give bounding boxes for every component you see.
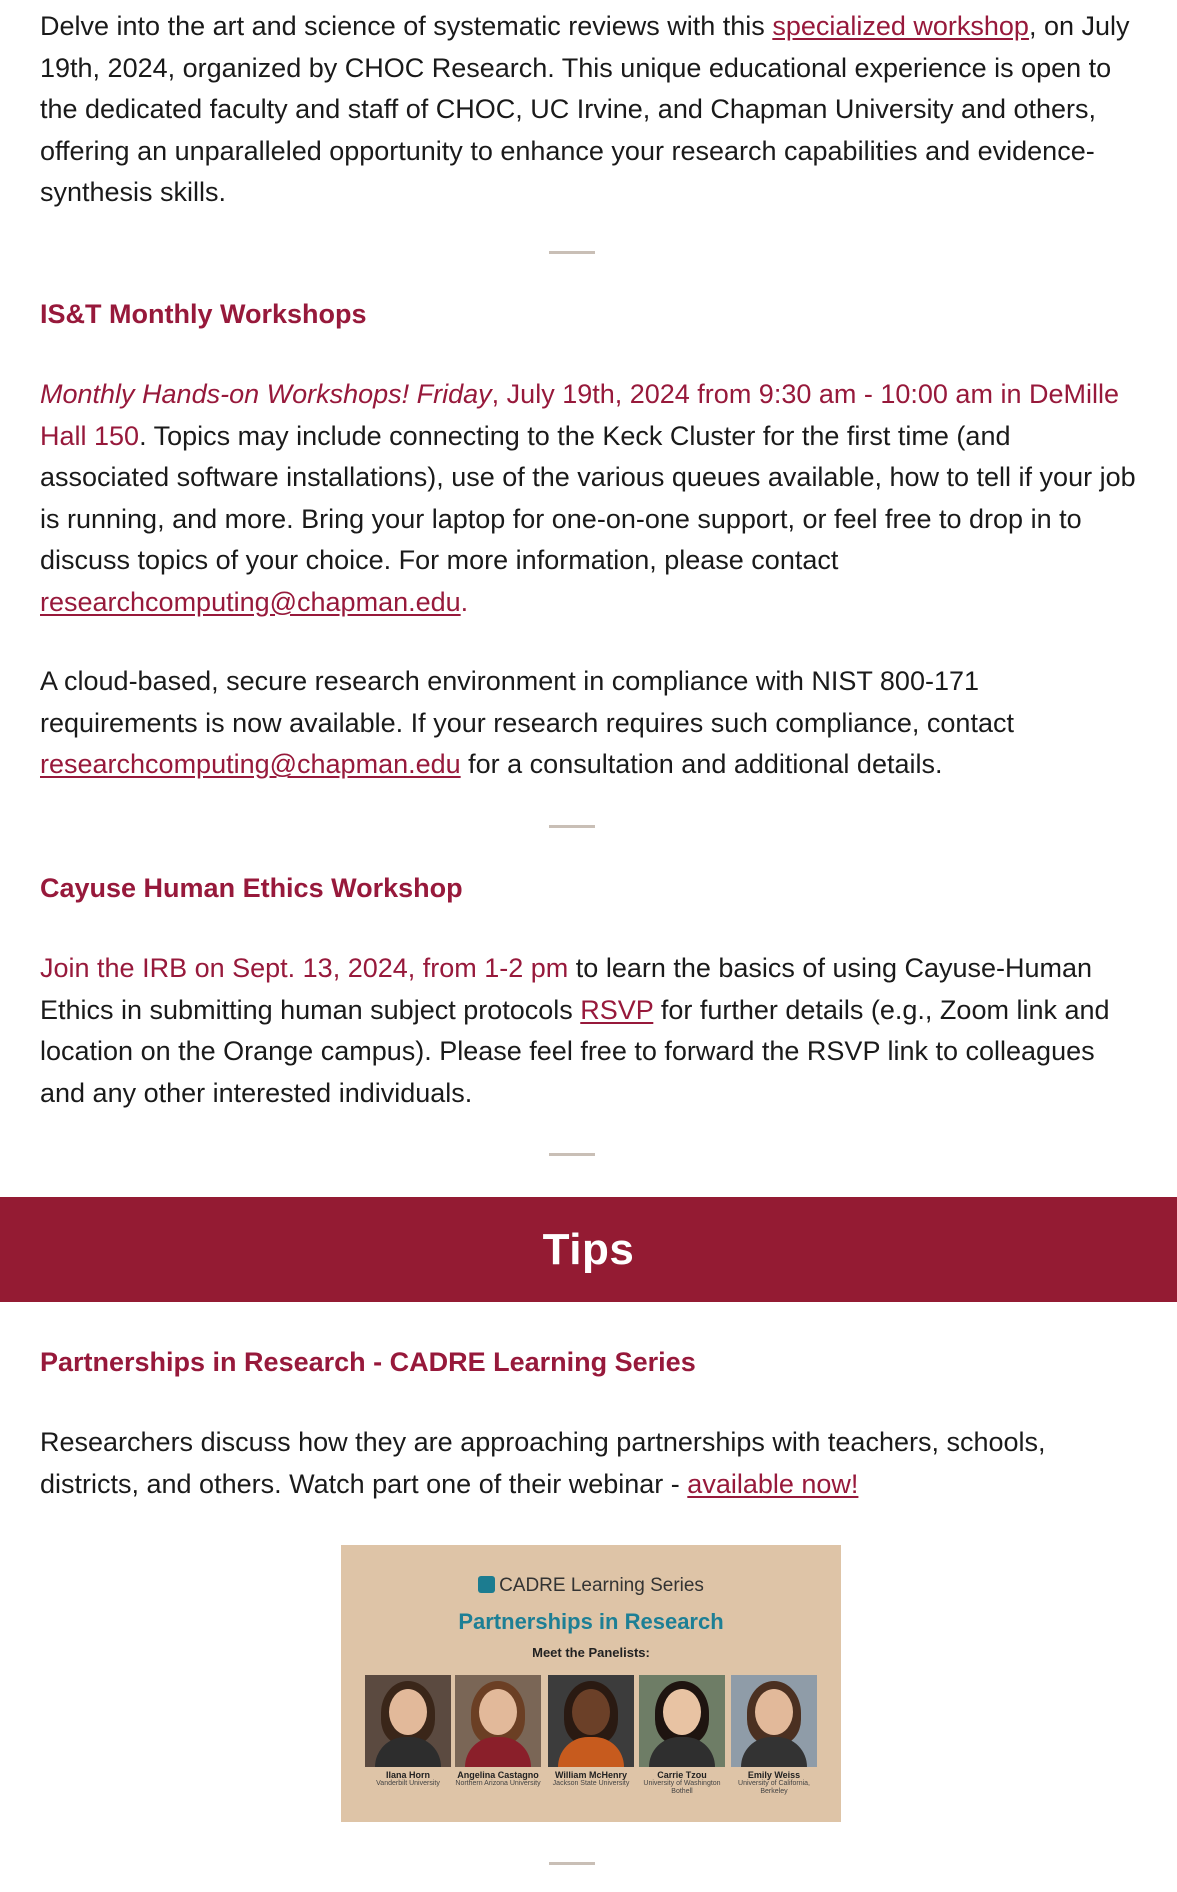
panelist-photo — [455, 1675, 541, 1767]
specialized-workshop-link[interactable]: specialized workshop — [772, 11, 1029, 41]
cayuse-paragraph: Join the IRB on Sept. 13, 2024, from 1-2 pm to learn the basics of using Cayuse-Human Ethics in submitting human subject protocols RSVP for further details (e.g., Zoom link and location on the Orange campus). Please feel free to forward the RSVP link to colleagues and any other interested individuals. — [40, 953, 1110, 1108]
cayuse-body — [40, 948, 1137, 1114]
section-divider — [549, 1862, 595, 1865]
cadre-meet-label: Meet the Panelists: — [532, 1645, 650, 1660]
tips-section — [40, 1344, 1137, 1380]
panelist: Emily Weiss University of California, Berkeley — [731, 1675, 817, 1796]
panelist-photo — [365, 1675, 451, 1767]
cadre-brand: CADRE Learning Series — [341, 1575, 841, 1597]
panelist: Ilana Horn Vanderbilt University — [365, 1675, 451, 1788]
intro-section — [40, 6, 1137, 214]
ist-heading: IS&T Monthly Workshops — [40, 299, 367, 329]
section-divider — [549, 825, 595, 828]
tips-banner: Tips — [0, 1197, 1177, 1302]
tips-body — [40, 1422, 1137, 1505]
ist-body — [40, 374, 1137, 623]
section-divider — [549, 1153, 595, 1156]
cayuse-section — [40, 870, 1137, 906]
ist-section — [40, 296, 1137, 332]
panelist: Angelina Castagno Northern Arizona University — [455, 1675, 541, 1788]
cadre-paragraph: Researchers discuss how they are approaching partnerships with teachers, schools, districts, and others. Watch part one of their webinar - available now! — [40, 1427, 1046, 1499]
researchcomputing-email-link-2[interactable]: researchcomputing@chapman.edu — [40, 749, 461, 779]
researchcomputing-email-link[interactable]: researchcomputing@chapman.edu — [40, 586, 461, 617]
rsvp-link[interactable]: RSVP — [580, 994, 654, 1025]
panelist: Carrie Tzou University of Washington Bothell — [639, 1675, 725, 1796]
section-divider — [549, 251, 595, 254]
ist-paragraph-1: Monthly Hands-on Workshops! Friday, July 19th, 2024 from 9:30 am - 10:00 am in DeMille Hall 150. Topics may include connecting to the Keck Cluster for the first time (and associated software installations), use of the various queues available, how to tell if your job is running, and more. Bring your laptop for one-on-one support, or feel free to drop in to discuss topics of your choice. For more information, please contact researchcomputing@chapman.edu. — [40, 379, 1136, 617]
panelist-photo — [731, 1675, 817, 1767]
ist-body-2 — [40, 661, 1137, 786]
cadre-logo-icon — [478, 1576, 495, 1593]
cadre-image-title: Partnerships in Research — [458, 1609, 724, 1634]
available-now-link[interactable]: available now! — [687, 1468, 859, 1499]
panelist-photo — [639, 1675, 725, 1767]
cadre-promo-image[interactable] — [341, 1545, 841, 1822]
panelist-photo — [548, 1675, 634, 1767]
panelist: William McHenry Jackson State University — [548, 1675, 634, 1788]
cayuse-heading: Cayuse Human Ethics Workshop — [40, 873, 463, 903]
ist-paragraph-2: A cloud-based, secure research environment in compliance with NIST 800-171 requirements is now available. If your research requires such compliance, contact researchcomputing@chapman.edu for a consultation and additional details. — [40, 666, 1014, 779]
intro-paragraph: Delve into the art and science of systematic reviews with this specialized workshop, on July 19th, 2024, organized by CHOC Research. This unique educational experience is open to the dedicated faculty and staff of CHOC, UC Irvine, and Chapman University and others, offering an unparalleled opportunity to enhance your research capabilities and evidence-synthesis skills. — [40, 11, 1130, 207]
cadre-heading: Partnerships in Research - CADRE Learning Series — [40, 1347, 696, 1377]
